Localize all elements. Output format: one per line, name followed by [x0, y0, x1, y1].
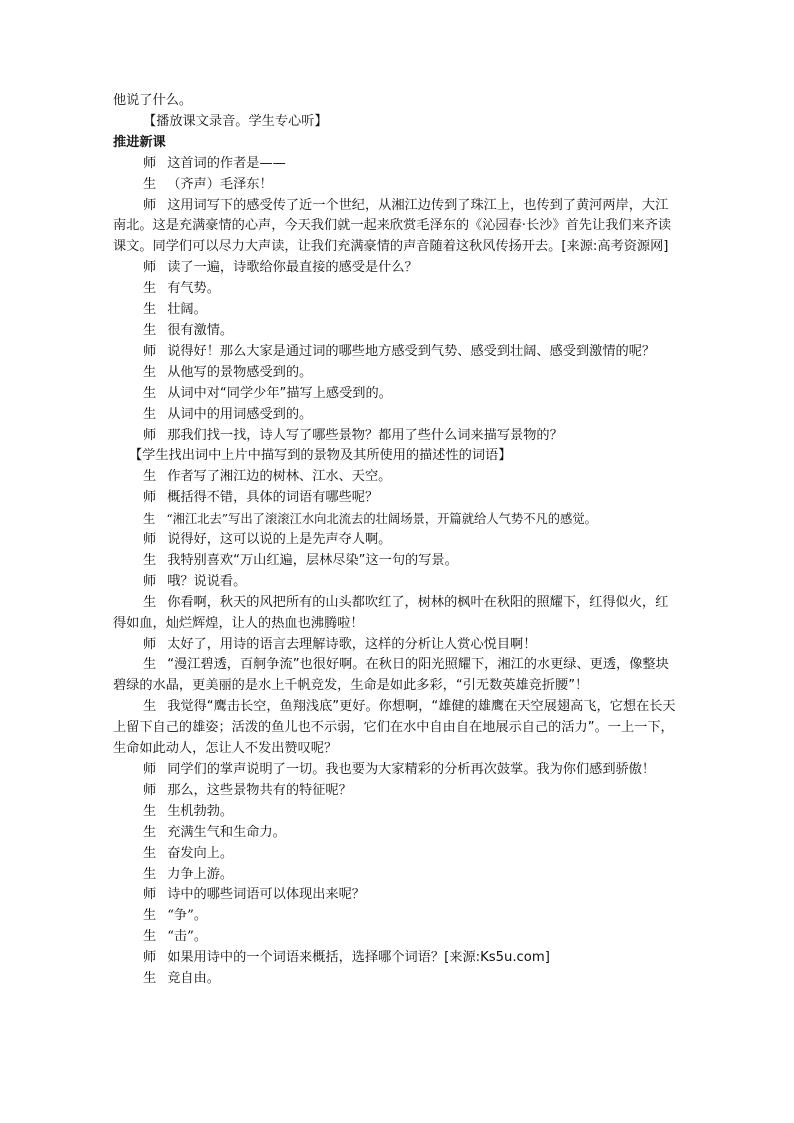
speaker: 师: [143, 762, 157, 777]
speaker: 生: [143, 824, 157, 840]
dialogue-line: [113, 175, 681, 196]
speaker: 生: [143, 657, 157, 673]
dialogue-line: [113, 572, 681, 593]
utterance: 从他写的景物感受到的。: [167, 364, 313, 380]
speaker: 生: [143, 845, 157, 861]
utterance: 说得好，这可以说的上是先声夺人啊。: [167, 532, 392, 548]
dialogue-line: [113, 823, 681, 844]
utterance: 那么，这些景物共有的特征呢？: [167, 782, 352, 798]
document-page: [113, 91, 681, 990]
utterance: 你看啊，秋天的风把所有的山头都吹红了，树林的枫叶在秋阳的照耀下，红得似火，红得如血，灿烂辉煌，让人的热血也沸腾啦！: [113, 594, 669, 631]
dialogue-line: [113, 655, 681, 697]
dialogue-line: [113, 488, 681, 509]
speaker: 生: [143, 364, 157, 380]
speaker: 师: [143, 197, 157, 213]
utterance: 作者写了湘江边的树林、江水、天空。: [167, 469, 392, 485]
dialogue-line: [113, 635, 681, 656]
speaker: 师: [143, 343, 157, 359]
utterance: 我特别喜欢“万山红遍，层林尽染”这一句的写景。: [167, 552, 458, 568]
utterance: 读了一遍，诗歌给你最直接的感受是什么？: [167, 260, 418, 276]
dialogue-line: [113, 154, 681, 175]
utterance: 奋发向上。: [167, 845, 234, 861]
utterance: 哦？说说看。: [167, 573, 247, 589]
speaker: 师: [143, 887, 157, 903]
dialogue-line: [113, 781, 681, 802]
dialogue-line: [113, 927, 681, 948]
stage-direction: 【播放课文录音。学生专心听】: [143, 113, 328, 129]
speaker: 生: [143, 699, 157, 715]
speaker: 师: [143, 155, 157, 171]
paragraph: 他说了什么。: [113, 93, 193, 108]
dialogue-line: [113, 593, 681, 635]
speaker: 生: [143, 594, 157, 610]
utterance: 这用词写下的感受传了近一个世纪，从湘江边传到了珠江上，也传到了黄河两岸，大江南北。这是充满豪情的心声，今天我们就一起来欣赏毛泽东的《沁园春·长沙》首先让我们来齐读课文。同学们可以尽力大声读，让我们充满豪情的声音随着这秋风传扬开去。[来源:高考资源网]: [113, 197, 672, 255]
utterance: 有气势。: [167, 281, 220, 297]
dialogue-line: [113, 969, 681, 990]
dialogue-line: [113, 405, 681, 426]
utterance: （齐声）毛泽东！: [167, 176, 273, 192]
utterance: 太好了，用诗的语言去理解诗歌，这样的分析让人赏心悦目啊！: [167, 636, 537, 652]
dialogue-line: [113, 697, 681, 760]
speaker: 师: [143, 490, 157, 506]
dialogue-line: [113, 384, 681, 405]
dialogue-line: [113, 279, 681, 300]
dialogue-line: [113, 530, 681, 551]
utterance: 我觉得“鹰击长空，鱼翔浅底”更好。你想啊，“雄健的雄鹰在天空展翅高飞，它想在长天上留下自己的雄姿；活泼的鱼儿也不示弱，它们在水中自由自在地展示自己的活力”。一上一下，生命如此动人，怎让人不发出赞叹呢？: [113, 699, 676, 757]
dialogue-line: [113, 509, 681, 530]
speaker: 生: [143, 929, 157, 945]
utterance: “争”。: [167, 908, 208, 924]
dialogue-line: [113, 865, 681, 886]
speaker: 师: [143, 573, 157, 589]
utterance: “湘江北去”写出了滚滚江水向北流去的壮阔场景，开篇就给人气势不凡的感觉。: [166, 512, 597, 527]
speaker: 生: [143, 281, 157, 297]
utterance: “击”。: [167, 929, 208, 945]
speaker: 生: [143, 908, 157, 924]
speaker: 师: [143, 427, 157, 443]
speaker: 生: [143, 322, 157, 338]
dialogue-line: [113, 760, 681, 781]
utterance: 从词中对“同学少年”描写上感受到的。: [167, 385, 392, 401]
dialogue-line: [113, 551, 681, 572]
speaker: 师: [143, 532, 157, 548]
utterance: 生机勃勃。: [167, 803, 234, 819]
utterance: 诗中的哪些词语可以体现出来呢？: [167, 887, 365, 903]
utterance: 概括得不错，具体的词语有哪些呢？: [167, 490, 379, 506]
dialogue-line: [113, 802, 681, 823]
utterance: 力争上游。: [167, 866, 234, 882]
speaker: 生: [143, 385, 157, 401]
speaker: 生: [143, 512, 156, 527]
speaker: 生: [143, 469, 157, 485]
utterance: 壮阔。: [167, 302, 207, 318]
speaker: 生: [143, 302, 157, 318]
speaker: 生: [143, 866, 157, 882]
dialogue-line: [113, 321, 681, 342]
speaker: 师: [143, 636, 157, 652]
section-heading: 推进新课: [113, 134, 166, 150]
utterance: 说得好！那么大家是通过词的哪些地方感受到气势、感受到壮阔、感受到激情的呢？: [167, 343, 656, 359]
utterance: “漫江碧透，百舸争流”也很好啊。在秋日的阳光照耀下，湘江的水更绿、更透，像整块碧绿的水晶，更美丽的是水上千帆竞发，生命是如此多彩，“引无数英雄竞折腰”！: [113, 657, 669, 694]
dialogue-line: [113, 363, 681, 384]
stage-direction: 【学生找出词中上片中描写到的景物及其所使用的描述性的词语】: [129, 448, 512, 464]
dialogue-line: [113, 300, 681, 321]
utterance: 那我们找一找，诗人写了哪些景物？都用了些什么词来描写景物的？: [167, 427, 563, 443]
dialogue-line: [113, 467, 681, 488]
speaker: 师: [143, 950, 157, 966]
speaker: 生: [143, 406, 157, 422]
utterance: 竞自由。: [167, 971, 220, 987]
dialogue-line: [113, 342, 681, 363]
speaker: 生: [143, 803, 157, 819]
speaker: 生: [143, 552, 157, 568]
dialogue-line: [113, 906, 681, 927]
dialogue-line: [113, 258, 681, 279]
dialogue-line: [113, 948, 681, 969]
speaker: 师: [143, 260, 157, 276]
speaker: 师: [143, 782, 157, 798]
dialogue-line: [113, 426, 681, 447]
dialogue-line: [113, 885, 681, 906]
utterance: 如果用诗中的一个词语来概括，选择哪个词语？[来源:Ks5u.com]: [167, 950, 550, 966]
utterance: 充满生气和生命力。: [167, 824, 286, 840]
dialogue-line: [113, 196, 681, 259]
dialogue-line: [113, 844, 681, 865]
utterance: 同学们的掌声说明了一切。我也要为大家精彩的分析再次鼓掌。我为你们感到骄傲！: [167, 762, 656, 777]
utterance: 这首词的作者是——: [167, 155, 286, 171]
speaker: 生: [143, 971, 157, 987]
speaker: 生: [143, 176, 157, 192]
utterance: 很有激情。: [167, 322, 234, 338]
utterance: 从词中的用词感受到的。: [167, 406, 313, 422]
